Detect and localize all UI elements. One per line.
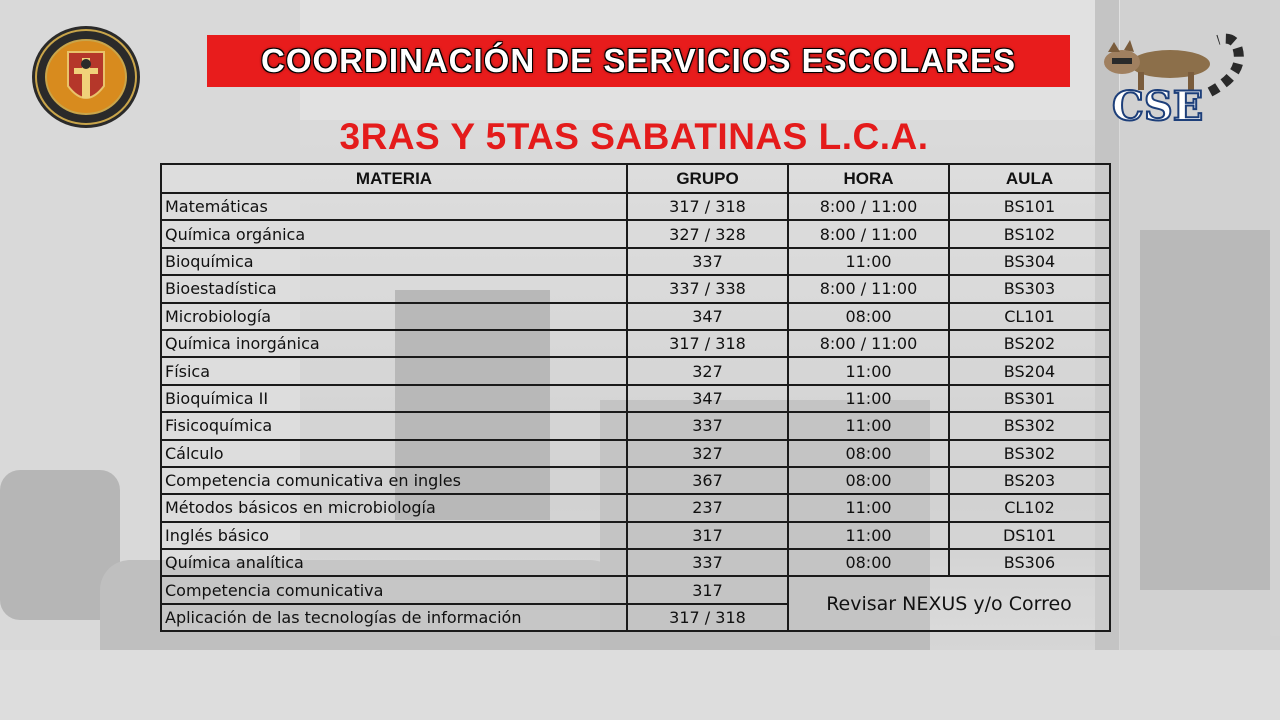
cell-aula: BS102 [949, 220, 1110, 247]
cell-hora: 11:00 [788, 357, 949, 384]
cell-hora: 11:00 [788, 522, 949, 549]
cell-materia: Química inorgánica [161, 330, 627, 357]
cell-aula: BS301 [949, 385, 1110, 412]
cell-materia: Física [161, 357, 627, 384]
table-row [161, 193, 1110, 220]
cell-aula: CL101 [949, 303, 1110, 330]
cell-grupo: 327 [627, 357, 788, 384]
cell-hora: 08:00 [788, 549, 949, 576]
cell-materia: Aplicación de las tecnologías de información [161, 604, 627, 631]
cell-aula: BS204 [949, 357, 1110, 384]
merged-note-cell: Revisar NEXUS y/o Correo [788, 576, 1110, 631]
cell-hora: 11:00 [788, 248, 949, 275]
cell-aula: BS306 [949, 549, 1110, 576]
cell-grupo: 317 / 318 [627, 604, 788, 631]
cell-grupo: 327 [627, 440, 788, 467]
header-banner: COORDINACIÓN DE SERVICIOS ESCOLARES [207, 35, 1070, 87]
cell-materia: Bioestadística [161, 275, 627, 302]
cell-materia: Química orgánica [161, 220, 627, 247]
schedule-table [160, 163, 1111, 632]
table-row [161, 576, 1110, 603]
table-row [161, 248, 1110, 275]
cell-hora: 08:00 [788, 467, 949, 494]
cell-grupo: 337 / 338 [627, 275, 788, 302]
table-row [161, 275, 1110, 302]
cell-grupo: 317 / 318 [627, 330, 788, 357]
cell-materia: Competencia comunicativa en ingles [161, 467, 627, 494]
cell-hora: 11:00 [788, 412, 949, 439]
cell-aula: BS302 [949, 440, 1110, 467]
cell-hora: 08:00 [788, 440, 949, 467]
table-row [161, 549, 1110, 576]
cell-materia: Microbiología [161, 303, 627, 330]
column-header-grupo: GRUPO [627, 164, 788, 193]
cell-aula: BS303 [949, 275, 1110, 302]
table-row [161, 357, 1110, 384]
cell-aula: CL102 [949, 494, 1110, 521]
cell-materia: Inglés básico [161, 522, 627, 549]
cell-grupo: 317 / 318 [627, 193, 788, 220]
cell-materia: Cálculo [161, 440, 627, 467]
cell-grupo: 347 [627, 385, 788, 412]
cell-hora: 8:00 / 11:00 [788, 275, 949, 302]
cell-materia: Competencia comunicativa [161, 576, 627, 603]
column-header-aula: AULA [949, 164, 1110, 193]
table-row [161, 303, 1110, 330]
cell-grupo: 337 [627, 248, 788, 275]
cell-grupo: 317 [627, 522, 788, 549]
cell-hora: 11:00 [788, 385, 949, 412]
cell-hora: 8:00 / 11:00 [788, 220, 949, 247]
cell-materia: Métodos básicos en microbiología [161, 494, 627, 521]
university-seal-icon [30, 24, 142, 130]
cell-grupo: 337 [627, 549, 788, 576]
cell-grupo: 327 / 328 [627, 220, 788, 247]
cell-aula: BS202 [949, 330, 1110, 357]
table-row [161, 412, 1110, 439]
table-header-row [161, 164, 1110, 193]
cell-aula: BS203 [949, 467, 1110, 494]
cell-aula: DS101 [949, 522, 1110, 549]
cell-aula: BS304 [949, 248, 1110, 275]
table-row [161, 330, 1110, 357]
cell-materia: Matemáticas [161, 193, 627, 220]
cell-hora: 11:00 [788, 494, 949, 521]
page-title: 3RAS Y 5TAS SABATINAS L.C.A. [339, 116, 929, 157]
table-row [161, 522, 1110, 549]
cell-aula: BS101 [949, 193, 1110, 220]
table-row [161, 440, 1110, 467]
cell-grupo: 317 [627, 576, 788, 603]
cell-aula: BS302 [949, 412, 1110, 439]
cell-materia: Fisicoquímica [161, 412, 627, 439]
cell-grupo: 337 [627, 412, 788, 439]
cell-materia: Bioquímica II [161, 385, 627, 412]
cell-hora: 08:00 [788, 303, 949, 330]
cell-grupo: 347 [627, 303, 788, 330]
cell-hora: 8:00 / 11:00 [788, 330, 949, 357]
cell-grupo: 367 [627, 467, 788, 494]
table-row [161, 385, 1110, 412]
cell-grupo: 237 [627, 494, 788, 521]
column-header-materia: MATERIA [161, 164, 627, 193]
table-row [161, 220, 1110, 247]
cell-hora: 8:00 / 11:00 [788, 193, 949, 220]
column-header-hora: HORA [788, 164, 949, 193]
table-row [161, 494, 1110, 521]
cell-materia: Bioquímica [161, 248, 627, 275]
cell-materia: Química analítica [161, 549, 627, 576]
table-row [161, 467, 1110, 494]
svg-text:CSE: CSE [1112, 83, 1204, 128]
raccoon-cse-logo-icon [1098, 32, 1248, 128]
